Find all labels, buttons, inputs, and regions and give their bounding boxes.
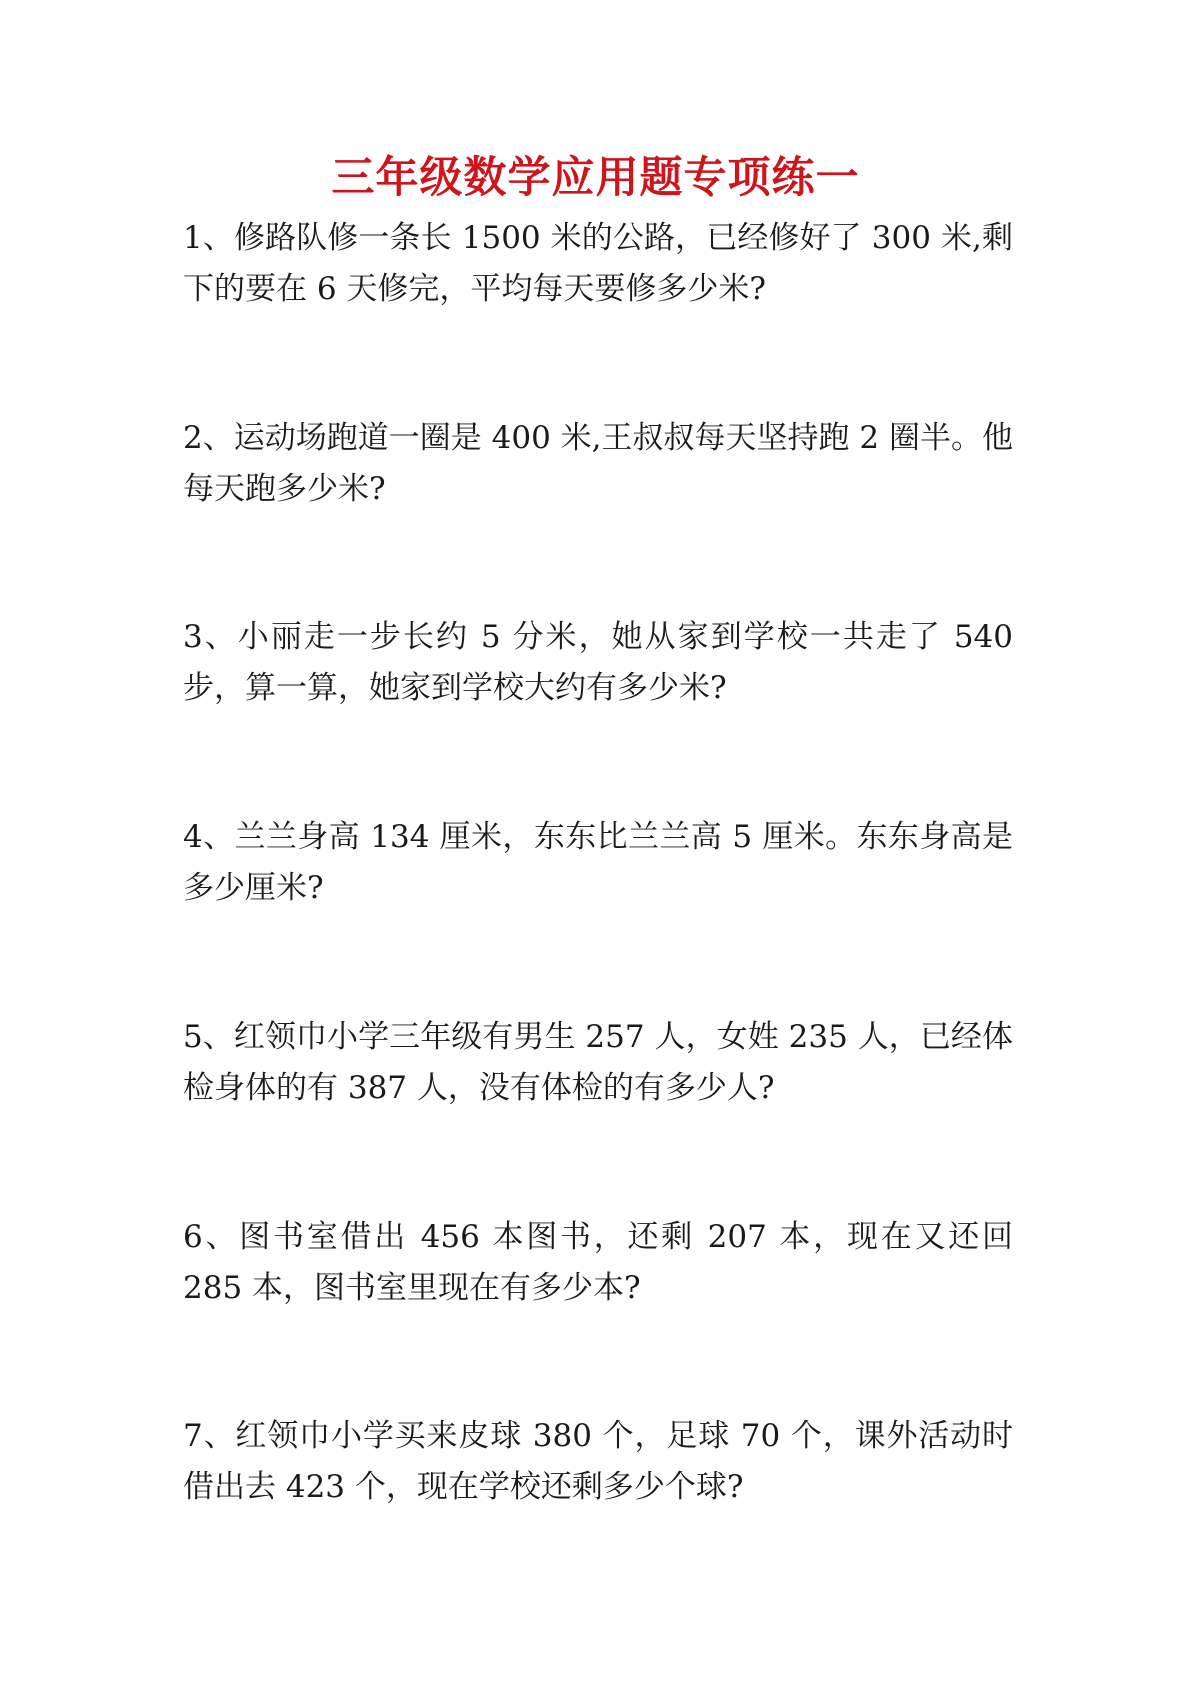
question-5: 5、红领巾小学三年级有男生 257 人，女姓 235 人，已经体检身体的有 387 人，没有体检的有多少人? [183, 1019, 1013, 1106]
question-1: 1、修路队修一条长 1500 米的公路，已经修好了 300 米,剩下的要在 6 天修完，平均每天要修多少米? [183, 220, 1013, 307]
question-2: 2、运动场跑道一圈是 400 米,王叔叔每天坚持跑 2 圈半。他每天跑多少米? [183, 420, 1013, 507]
page-title: 三年级数学应用题专项练一 [331, 153, 860, 203]
question-4: 4、兰兰身高 134 厘米，东东比兰兰高 5 厘米。东东身高是多少厘米? [183, 819, 1013, 906]
question-7: 7、红领巾小学买来皮球 380 个，足球 70 个，课外活动时借出去 423 个，现在学校还剩多少个球? [183, 1418, 1013, 1505]
question-3: 3、小丽走一步长约 5 分米，她从家到学校一共走了 540 步，算一算，她家到学校大约有多少米? [183, 619, 1013, 706]
question-6: 6、图书室借出 456 本图书，还剩 207 本，现在又还回 285 本，图书室里现在有多少本? [183, 1219, 1013, 1306]
